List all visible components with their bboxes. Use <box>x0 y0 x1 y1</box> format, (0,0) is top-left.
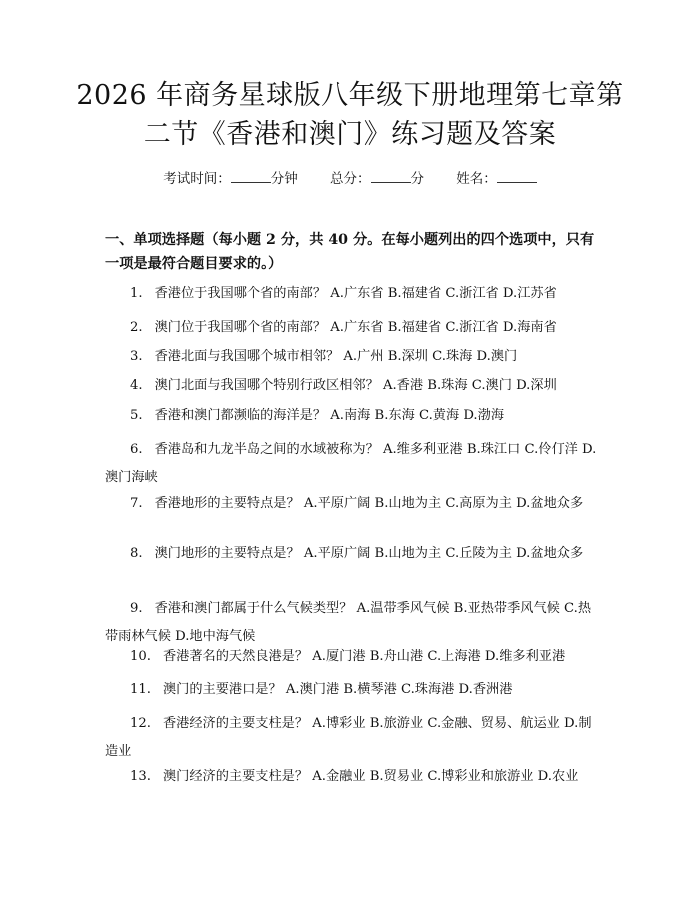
question-text: 香港和澳门都属于什么气候类型？ A.温带季风气候 B.亚热带季风气候 C.热带雨林气候 D.地中海气候 <box>105 601 592 644</box>
question-number: 4. <box>130 378 143 393</box>
question-item <box>105 436 599 492</box>
exam-time-field <box>163 168 298 189</box>
question-item <box>105 343 599 371</box>
question-text: 香港著名的天然良港是？ A.厦门港 B.舟山港 C.上海港 D.维多利亚港 <box>162 649 566 664</box>
total-score-label: 总分： <box>330 171 371 187</box>
question-item <box>105 314 599 342</box>
question-text: 澳门经济的主要支柱是？ A.金融业 B.贸易业 C.博彩业和旅游业 D.农业 <box>162 769 579 784</box>
exam-time-label: 考试时间： <box>163 171 231 187</box>
student-name-label: 姓名： <box>456 171 497 187</box>
question-text: 香港北面与我国哪个城市相邻？ A.广州 B.深圳 C.珠海 D.澳门 <box>154 349 518 364</box>
section-1-heading: 一、单项选择题（每小题 2 分，共 40 分。在每小题列出的四个选项中，只有一项是最符合题目要求的。） <box>105 232 595 272</box>
question-item <box>105 402 599 430</box>
page-title-line-2: 二节《香港和澳门》练习题及答案 <box>143 119 557 150</box>
question-number: 3. <box>130 349 143 364</box>
exam-time-unit: 分钟 <box>270 171 298 187</box>
question-item <box>105 280 599 308</box>
question-text: 澳门北面与我国哪个特别行政区相邻？ A.香港 B.珠海 C.澳门 D.深圳 <box>154 378 557 393</box>
question-number: 5. <box>130 408 143 423</box>
exam-info-row <box>0 168 700 189</box>
total-score-blank <box>371 168 411 183</box>
exam-time-blank <box>231 168 271 183</box>
question-item <box>105 676 599 704</box>
question-number: 9. <box>130 601 143 616</box>
question-number: 6. <box>130 442 143 457</box>
question-number: 1. <box>130 286 143 301</box>
question-text: 澳门位于我国哪个省的南部？ A.广东省 B.福建省 C.浙江省 D.海南省 <box>154 320 557 335</box>
question-item <box>105 710 599 766</box>
question-text: 澳门的主要港口是？ A.澳门港 B.横琴港 C.珠海港 D.香洲港 <box>162 682 513 697</box>
question-number: 10. <box>130 649 151 664</box>
student-name-field <box>456 168 537 189</box>
question-item <box>105 763 599 791</box>
question-text: 澳门地形的主要特点是？ A.平原广阔 B.山地为主 C.丘陵为主 D.盆地众多 <box>154 546 584 561</box>
question-number: 2. <box>130 320 143 335</box>
total-score-unit: 分 <box>410 171 424 187</box>
question-text: 香港和澳门都濒临的海洋是？ A.南海 B.东海 C.黄海 D.渤海 <box>154 408 505 423</box>
question-text: 香港经济的主要支柱是？ A.博彩业 B.旅游业 C.金融、贸易、航运业 D.制造业 <box>105 716 592 759</box>
total-score-field <box>330 168 424 189</box>
question-number: 8. <box>130 546 143 561</box>
question-number: 13. <box>130 769 151 784</box>
student-name-blank <box>497 168 537 183</box>
question-item <box>105 540 599 568</box>
question-number: 11. <box>130 682 151 697</box>
question-text: 香港地形的主要特点是？ A.平原广阔 B.山地为主 C.高原为主 D.盆地众多 <box>154 496 584 511</box>
question-item <box>105 490 599 518</box>
question-text: 香港岛和九龙半岛之间的水域被称为？ A.维多利亚港 B.珠江口 C.伶仃洋 D.澳门海峡 <box>105 442 597 485</box>
question-text: 香港位于我国哪个省的南部？ A.广东省 B.福建省 C.浙江省 D.江苏省 <box>154 286 557 301</box>
question-number: 12. <box>130 716 151 731</box>
question-number: 7. <box>130 496 143 511</box>
question-item <box>105 372 599 400</box>
page-title-line-1: 2026 年商务星球版八年级下册地理第七章第 <box>76 80 624 111</box>
question-item <box>105 643 599 671</box>
